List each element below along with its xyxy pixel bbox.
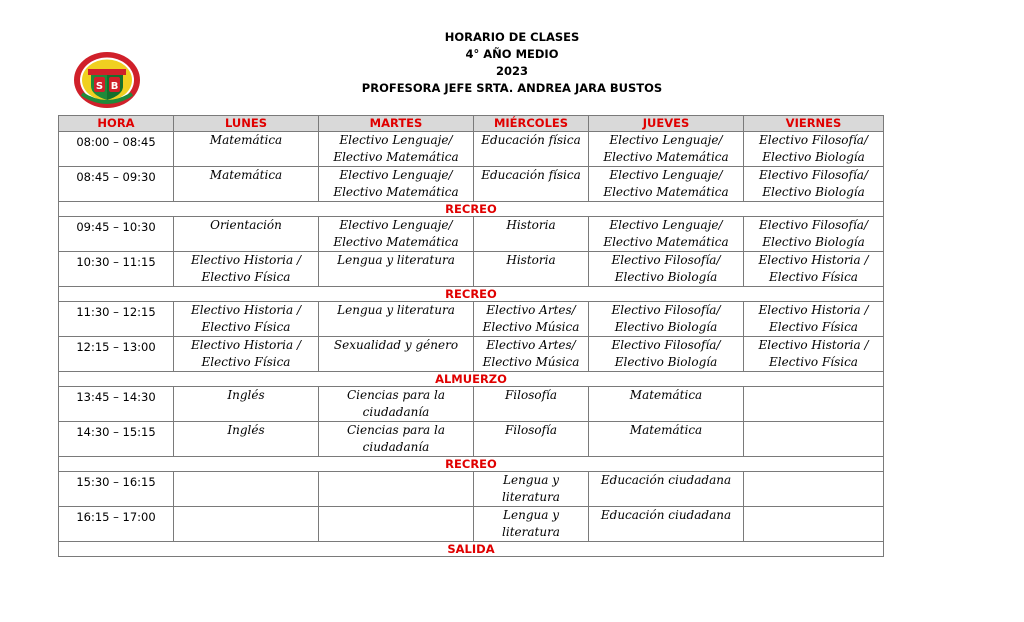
subject-cell-jueves: Electivo Filosofía/ Electivo Biología: [589, 337, 744, 372]
subject-cell-martes: Lengua y literatura: [319, 252, 474, 287]
title: HORARIO DE CLASES: [444, 30, 580, 44]
subject-cell-jueves: Educación ciudadana: [589, 507, 744, 542]
subject-cell-jueves: Electivo Filosofía/ Electivo Biología: [589, 252, 744, 287]
subject-cell-viernes: Electivo Historia / Electivo Física: [744, 252, 884, 287]
col-header-viernes: VIERNES: [744, 116, 884, 132]
subject-cell-martes: Electivo Lenguaje/ Electivo Matemática: [319, 132, 474, 167]
head-teacher: PROFESORA JEFE SRTA. ANDREA JARA BUSTOS: [361, 81, 663, 95]
subject-cell-lunes: Electivo Historia / Electivo Física: [174, 252, 319, 287]
time-slot: 12:15 – 13:00: [59, 337, 174, 372]
subject-cell-viernes: Electivo Historia / Electivo Física: [744, 302, 884, 337]
subject-cell-viernes: Electivo Filosofía/ Electivo Biología: [744, 217, 884, 252]
subject-cell-lunes: Inglés: [174, 387, 319, 422]
subject-cell-miercoles: Educación física: [474, 167, 589, 202]
grade-level: 4° AÑO MEDIO: [465, 47, 559, 61]
time-slot: 10:30 – 11:15: [59, 252, 174, 287]
schedule-row: [59, 217, 884, 252]
break-row: [59, 372, 884, 387]
subject-cell-martes: Ciencias para la ciudadanía: [319, 422, 474, 457]
subject-cell-viernes: [744, 507, 884, 542]
schedule-table: [58, 115, 884, 557]
subject-cell-jueves: Matemática: [589, 387, 744, 422]
time-slot: 11:30 – 12:15: [59, 302, 174, 337]
subject-cell-viernes: [744, 472, 884, 507]
subject-cell-miercoles: Electivo Artes/ Electivo Música: [474, 337, 589, 372]
subject-cell-viernes: Electivo Filosofía/ Electivo Biología: [744, 132, 884, 167]
subject-cell-miercoles: Historia: [474, 252, 589, 287]
subject-cell-lunes: Electivo Historia / Electivo Física: [174, 302, 319, 337]
schedule-row: [59, 337, 884, 372]
subject-cell-martes: Electivo Lenguaje/ Electivo Matemática: [319, 167, 474, 202]
schedule-row: [59, 302, 884, 337]
time-slot: 16:15 – 17:00: [59, 507, 174, 542]
schedule-row: [59, 422, 884, 457]
subject-cell-miercoles: Electivo Artes/ Electivo Música: [474, 302, 589, 337]
time-slot: 08:00 – 08:45: [59, 132, 174, 167]
schedule-row: [59, 252, 884, 287]
subject-cell-viernes: Electivo Historia / Electivo Física: [744, 337, 884, 372]
break-label: RECREO: [59, 287, 884, 302]
subject-cell-jueves: Electivo Lenguaje/ Electivo Matemática: [589, 167, 744, 202]
subject-cell-jueves: Electivo Lenguaje/ Electivo Matemática: [589, 132, 744, 167]
col-header-miercoles: MIÉRCOLES: [474, 116, 589, 132]
col-header-martes: MARTES: [319, 116, 474, 132]
break-row: [59, 287, 884, 302]
subject-cell-viernes: [744, 422, 884, 457]
subject-cell-viernes: [744, 387, 884, 422]
subject-cell-miercoles: Filosofía: [474, 422, 589, 457]
schedule-row: [59, 507, 884, 542]
subject-cell-lunes: Matemática: [174, 132, 319, 167]
header-row: [59, 116, 884, 132]
subject-cell-lunes: Orientación: [174, 217, 319, 252]
schedule-row: [59, 472, 884, 507]
time-slot: 09:45 – 10:30: [59, 217, 174, 252]
subject-cell-martes: [319, 472, 474, 507]
schedule-row: [59, 167, 884, 202]
subject-cell-miercoles: Educación física: [474, 132, 589, 167]
time-slot: 13:45 – 14:30: [59, 387, 174, 422]
subject-cell-martes: Electivo Lenguaje/ Electivo Matemática: [319, 217, 474, 252]
subject-cell-martes: [319, 507, 474, 542]
break-label: RECREO: [59, 457, 884, 472]
subject-cell-martes: Ciencias para la ciudadanía: [319, 387, 474, 422]
subject-cell-jueves: Electivo Lenguaje/ Electivo Matemática: [589, 217, 744, 252]
break-label: RECREO: [59, 202, 884, 217]
logo-initial-s: S: [95, 81, 104, 92]
subject-cell-martes: Lengua y literatura: [319, 302, 474, 337]
subject-cell-miercoles: Filosofía: [474, 387, 589, 422]
time-slot: 08:45 – 09:30: [59, 167, 174, 202]
schedule-row: [59, 132, 884, 167]
subject-cell-jueves: Electivo Filosofía/ Electivo Biología: [589, 302, 744, 337]
break-row: [59, 457, 884, 472]
subject-cell-martes: Sexualidad y género: [319, 337, 474, 372]
school-logo: [72, 50, 142, 110]
logo-initial-b: B: [110, 81, 119, 92]
document-header: [0, 29, 1024, 97]
break-label: SALIDA: [59, 542, 884, 557]
col-header-hora: HORA: [59, 116, 174, 132]
break-label: ALMUERZO: [59, 372, 884, 387]
break-row: [59, 202, 884, 217]
time-slot: 15:30 – 16:15: [59, 472, 174, 507]
year: 2023: [495, 64, 528, 78]
subject-cell-miercoles: Lengua y literatura: [474, 472, 589, 507]
schedule-row: [59, 387, 884, 422]
subject-cell-lunes: [174, 472, 319, 507]
break-row: [59, 542, 884, 557]
subject-cell-viernes: Electivo Filosofía/ Electivo Biología: [744, 167, 884, 202]
col-header-jueves: JUEVES: [589, 116, 744, 132]
subject-cell-jueves: Matemática: [589, 422, 744, 457]
subject-cell-jueves: Educación ciudadana: [589, 472, 744, 507]
col-header-lunes: LUNES: [174, 116, 319, 132]
subject-cell-miercoles: Lengua y literatura: [474, 507, 589, 542]
schedule-body: [59, 132, 884, 557]
subject-cell-miercoles: Historia: [474, 217, 589, 252]
time-slot: 14:30 – 15:15: [59, 422, 174, 457]
subject-cell-lunes: Inglés: [174, 422, 319, 457]
subject-cell-lunes: [174, 507, 319, 542]
subject-cell-lunes: Matemática: [174, 167, 319, 202]
subject-cell-lunes: Electivo Historia / Electivo Física: [174, 337, 319, 372]
